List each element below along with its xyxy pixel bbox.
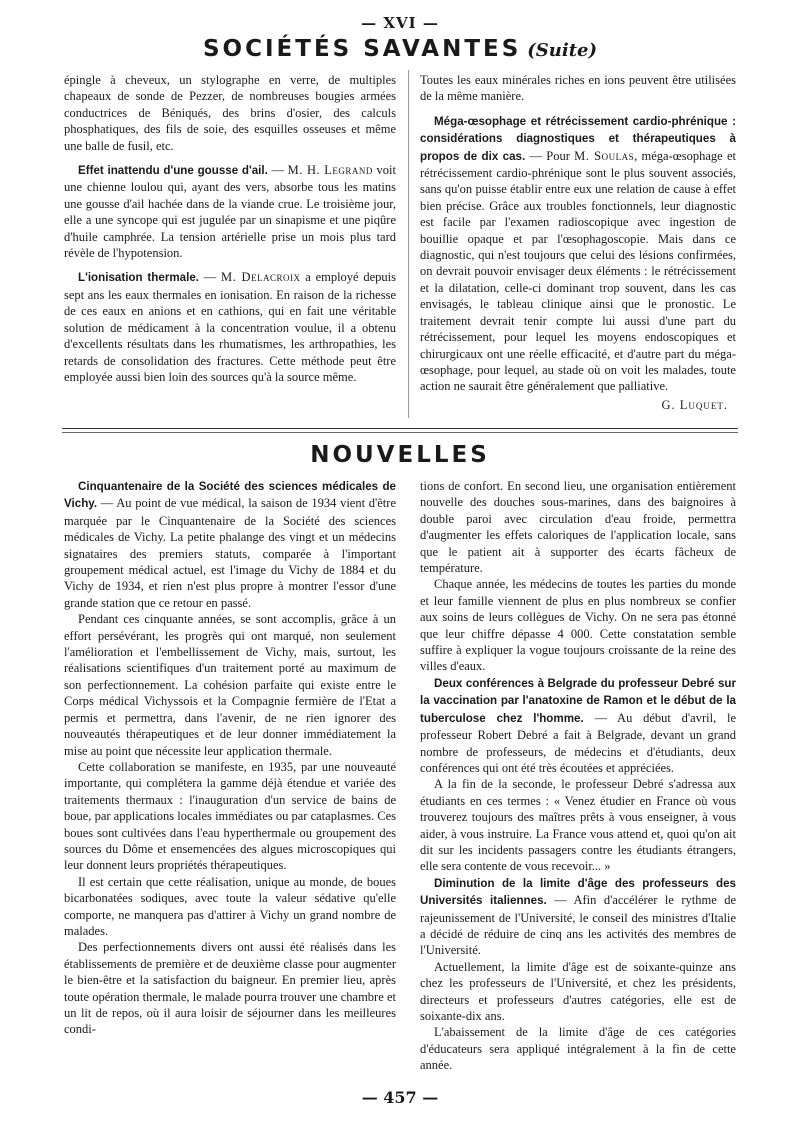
section-title — [0, 36, 800, 62]
news-text: — Afin d'accélérer le rythme de rajeunissement de l'Université, le conseil des ministres d'Italie a décidé de réduire de cinq ans les activités des membres de l'Université. — [420, 893, 736, 958]
paragraph: A la fin de la seconde, le professeur Debré s'adressa aux étudiants en ces termes : « Venez étudier en France où vous trouverez toujours des maîtres prêts à vous enseigner, à vous aider, à vous instruire. La France vous attend et, quoi qu'on ait dit sur les incidents passagers contre les étudiants étrangers, elle sera contente de vous recevoir... » — [420, 777, 736, 874]
paragraph: Toutes les eaux minérales riches en ions peuvent être utilisées de la même manière. — [420, 73, 736, 104]
folio: — XVI — — [361, 14, 439, 32]
news-text: — Au début d'avril, le professeur Robert Debré a fait à Belgrade, devant un grand nombre de professeurs, de médecins et d'étudiants, deux conférences qui ont été très écoutées et appréciées. — [420, 710, 736, 775]
paragraph: tions de confort. En second lieu, une organisation entièrement nouvelle des douches sous-marines, dans des baignoires à double paroi avec circulation d'eau froide, permettra d'augmenter les effets caloriques de l'application locale, sans que le patient ait à supporter des écarts fâcheux de température. — [420, 479, 736, 576]
paragraph: Des perfectionnements divers ont aussi été réalisés dans les établissements de première et de deuxième classe pour augmenter le bien-être et la satisfaction du baigneur. En premier lieu, après toute opération thermale, le malade pourra trouver une chambre et un lit de repos, où il aura loisir de séjourner dans les meilleures condi- — [64, 940, 396, 1037]
news-belgrade — [420, 675, 736, 776]
paragraph: Il est certain que cette réalisation, unique au monde, de boues bicarbonatées sodiques, avec toute la valeur sédative qu'elle comporte, ne manquera pas d'attirer à Vichy un grand nombre de malades. — [64, 874, 396, 938]
news-universites — [420, 875, 736, 959]
article-heading: Méga-œsophage et rétrécissement cardio-phrénique : considérations diagnostiques et thérapeutiques à propos de dix cas. — [420, 114, 736, 163]
signature: G. Luquet. — [661, 397, 728, 412]
paragraph: Cette collaboration se manifeste, en 1935, par une nouveauté importante, qui complétera la gamme déjà étendue et variée des traitements thermaux : l'inauguration d'un service de bains de boue, par applications locales immédiates ou par cataplasmes. Ces boues sont cultivées dans l'eau hyperthermale ou groupement des sources du Dôme et ensemencées des algues microscopiques qui leur donnent leurs propriétés thérapeutiques. — [64, 759, 396, 873]
paragraph: Actuellement, la limite d'âge est de soixante-quinze ans chez les professeurs de l'Université, et chez les présidents, directeurs et professeurs d'autres catégories, elle est de soixante-dix ans. — [420, 959, 736, 1023]
article-heading: Effet inattendu d'une gousse d'ail. — [78, 164, 268, 178]
page-number: — 457 — — [361, 1088, 439, 1107]
author-name: M. Delacroix — [221, 270, 301, 285]
separator: — Pour — [525, 148, 575, 163]
section-title-suffix: (Suite) — [527, 40, 598, 61]
article-effet-ail — [64, 162, 396, 261]
paragraph: épingle à cheveux, un stylographe en verre, de multiples chapeaux de sonde de Pezzer, de nombreuses bougies armées conductrices de Béniqués, des brins d'osier, des calculs phosphatiques, des fils de soie, des esquilles osseuses et même une balle de fusil, etc. — [64, 73, 396, 153]
paragraph: Pendant ces cinquante années, se sont accomplis, grâce à un effort persévérant, les progrès qui ont marqué, non seulement l'amélioration et l'embellissement de Vichy, mais, surtout, les réalisations scientifiques d'un traitement porté au maximum de son perfectionnement. La cohésion parfaite qui existe entre le Corps médical Vichyssois et la Compagnie fermière de l'Etat a permis et permettra, dans l'avenir, de ne rien ignorer des nouveautés thérapeutiques et de leur donner immédiatement la mise au point que nécessite leur application thermale. — [64, 612, 396, 758]
news-heading: Diminution de la limite d'âge des professeurs des Universités italiennes. — [420, 876, 736, 908]
news-vichy — [64, 478, 396, 611]
article-text: a employé depuis sept ans les eaux thermales en ionisation. En raison de la richesse de ces eaux en anions et en cathions, qui en fait une véritable solution de médicament à la concentration voulue, il a obtenu d'excellents résultats dans les rhumatismes, les arthropathies, les retards de consolidation des fractures. Cette méthode peut être employée aussi bien loin des sources qu'à la source même. — [64, 270, 396, 384]
article-text: voit une chienne loulou qui, ayant des vers, absorbe tous les matins une gousse d'ail hachée dans de la viande crue. Le troisième jour, elle a une syncope qui est jugulée par un sinapisme et une piqûre d'huile camphrée. La tension artérielle prise un mois plus tard révèle de l'hypotension. — [64, 163, 396, 261]
nouvelles-right-column — [420, 478, 736, 1078]
nouvelles-title: NOUVELLES — [310, 442, 490, 468]
article-text: , méga-œsophage et rétrécissement cardio-phrénique sont le plus souvent associés, sans qu'on puisse établir entre eux une relation de cause à effet bien précise. Grâce aux troubles fonctionnels, leur diagnostic est facile par l'examen radioscopique avec ingestion de bouillie opaque et par l'œsophagoscopie. Mais dans ce diagnostic, qui n'est toujours que celui des lésions confirmées, on devrait pouvoir envisager deux éléments : le rétrécissement et la dilatation, celle-ci dominant trop souvent, dans les cas envisagés, le tableau clinique ainsi que le pronostic. Le traitement devrait tenir compte lui aussi d'une part du rétrécissement, pour lequel les moyens endoscopiques et chirurgicaux ont une réelle efficacité, et d'autre part du méga-œsophage, pour lequel, au stade où on voit les malades, toute action ne saurait être généralement que palliative. — [420, 148, 736, 394]
separator: — — [267, 163, 288, 178]
societes-right-column — [420, 72, 736, 422]
article-mega-oesophage — [420, 113, 736, 395]
paragraph: Chaque année, les médecins de toutes les parties du monde et leur famille viennent de plus en plus nombreux se confier aux soins de leurs collègues de Vichy. On ne sera pas étonné que leur chiffre dépasse 4 000. Cette constatation semble suffire à expliquer la vogue toujours croissante de la reine des villes d'eaux. — [420, 577, 736, 674]
news-heading: Cinquantenaire de la Société des sciences médicales de Vichy. — [64, 480, 396, 511]
news-text: — Au point de vue médical, la saison de 1934 vient d'être marquée par le Cinquantenaire de la Société des sciences médicales de Vichy. La petite phalange des vingt et un médecins signataires des premiers statuts, comparée à l'important groupement médical actuel, est l'image du Vichy de 1884 et du Vichy de 1934, et rien n'est plus propre à montrer l'essor d'une grande station que ce retour en passé. — [64, 496, 396, 610]
section-rule-thin — [62, 432, 738, 433]
nouvelles-left-column — [64, 478, 396, 1078]
section-rule — [62, 428, 738, 429]
article-heading: L'ionisation thermale. — [78, 271, 199, 285]
section-title-text: SOCIÉTÉS SAVANTES — [202, 36, 522, 62]
article-ionisation — [64, 269, 396, 385]
author-name: M. Soulas — [574, 148, 635, 163]
societes-left-column — [64, 72, 396, 422]
column-divider — [408, 70, 409, 418]
separator: — — [198, 270, 221, 285]
news-heading: Deux conférences à Belgrade du professeur Debré sur la vaccination par l'anatoxine de Ramon et le début de la tuberculose chez l'homme. — [420, 676, 736, 725]
paragraph: L'abaissement de la limite d'âge de ces catégories d'éducateurs sera appliqué intégralement à la fin de cette année. — [420, 1025, 736, 1073]
author-name: M. H. Legrand — [287, 163, 373, 178]
